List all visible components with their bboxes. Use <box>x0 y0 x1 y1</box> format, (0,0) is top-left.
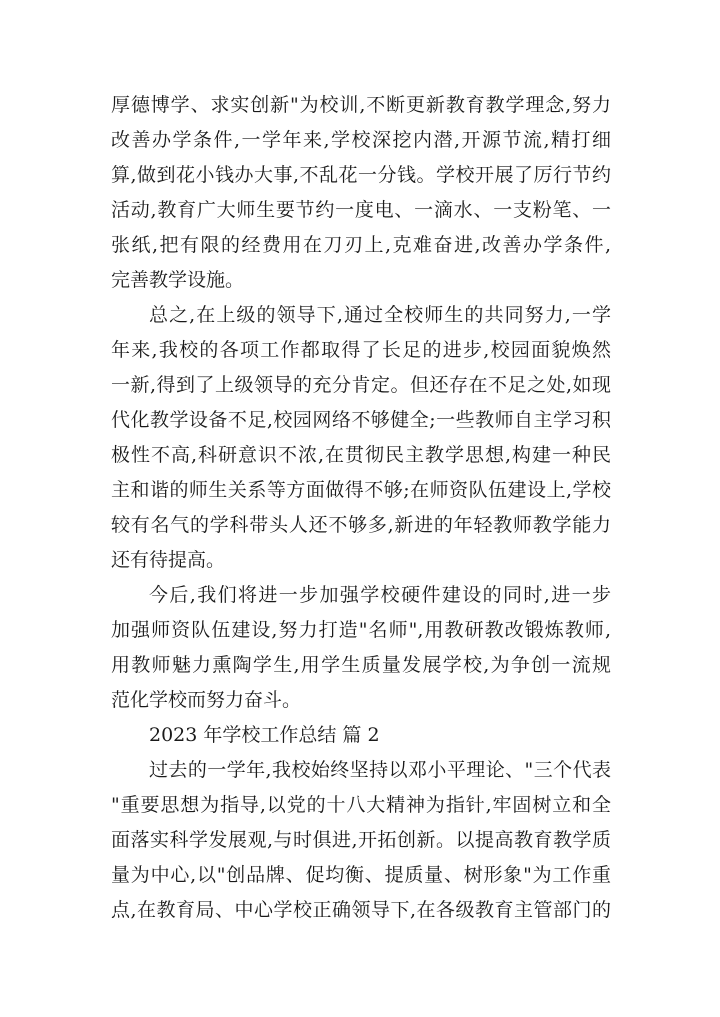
text-line: 用教师魅力熏陶学生,用学生质量发展学校,为争创一流规 <box>111 654 611 676</box>
text-line: 主和谐的师生关系等方面做得不够;在师资队伍建设上,学校 <box>111 479 611 501</box>
text-line: 过去的一学年,我校始终坚持以邓小平理论、"三个代表 <box>149 759 611 781</box>
text-line: 张纸,把有限的经费用在刀刃上,克难奋进,改善办学条件, <box>111 234 611 256</box>
text-line: 年来,我校的各项工作都取得了长足的进步,校园面貌焕然 <box>111 339 611 361</box>
text-line: 较有名气的学科带头人还不够多,新进的年轻教师教学能力 <box>111 514 611 536</box>
text-line: 极性不高,科研意识不浓,在贯彻民主教学思想,构建一种民 <box>111 444 611 466</box>
text-line: 厚德博学、求实创新"为校训,不断更新教育教学理念,努力 <box>111 94 611 116</box>
text-line: 完善教学设施。 <box>111 269 245 291</box>
text-line: 范化学校而努力奋斗。 <box>111 689 302 711</box>
text-line: 面落实科学发展观,与时俱进,开拓创新。以提高教育教学质 <box>111 829 611 851</box>
text-line: 算,做到花小钱办大事,不乱花一分钱。学校开展了厉行节约 <box>111 164 611 186</box>
section-heading: 2023 年学校工作总结 篇 2 <box>149 724 380 746</box>
text-line: 量为中心,以"创品牌、促均衡、提质量、树形象"为工作重 <box>111 864 611 886</box>
text-line: 总之,在上级的领导下,通过全校师生的共同努力,一学 <box>149 304 611 326</box>
text-line: 改善办学条件,一学年来,学校深挖内潜,开源节流,精打细 <box>111 129 611 151</box>
text-line: 点,在教育局、中心学校正确领导下,在各级教育主管部门的 <box>111 899 611 921</box>
text-line: 代化教学设备不足,校园网络不够健全;一些教师自主学习积 <box>111 409 611 431</box>
text-line: "重要思想为指导,以党的十八大精神为指针,牢固树立和全 <box>111 794 611 816</box>
text-line: 还有待提高。 <box>111 549 226 571</box>
text-line: 加强师资队伍建设,努力打造"名师",用教研教改锻炼教师, <box>111 619 611 641</box>
text-line: 活动,教育广大师生要节约一度电、一滴水、一支粉笔、一 <box>111 199 611 221</box>
text-line: 一新,得到了上级领导的充分肯定。但还存在不足之处,如现 <box>111 374 611 396</box>
text-line: 今后,我们将进一步加强学校硬件建设的同时,进一步 <box>149 584 611 606</box>
